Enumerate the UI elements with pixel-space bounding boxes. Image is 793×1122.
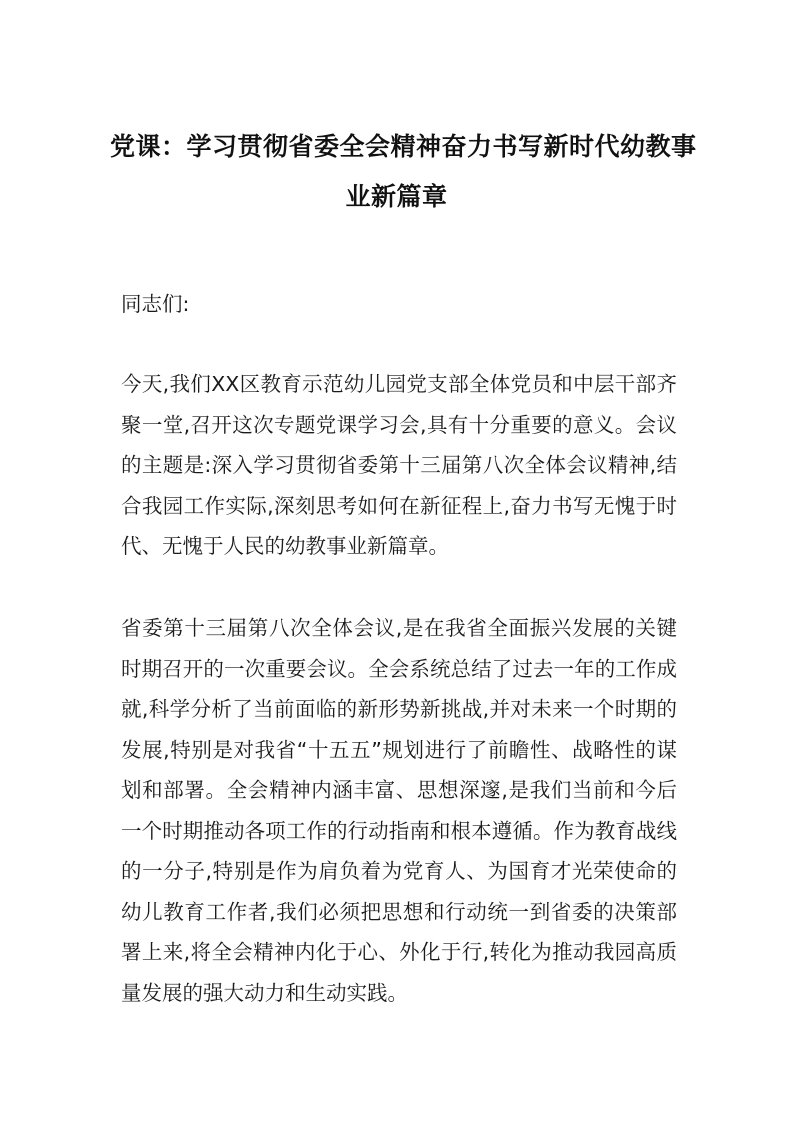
title-line-2: 业新篇章 xyxy=(345,182,448,211)
paragraph-2: 省委第十三届第八次全体会议,是在我省全面振兴发展的关键时期召开的一次重要会议。全会系统总结了过去一年的工作成就,科学分析了当前面临的新形势新挑战,并对未来一个时期的发展,特别是对我省“十五五”规划进行了前瞻性、战略性的谋划和部署。全会精神内涵丰富、思想深邃,是我们当前和今后一个时期推动各项工作的行动指南和根本遵循。作为教育战线的一分子,特别是作为肩负着为党育人、为国育才光荣使命的幼儿教育工作者,我们必须把思想和行动统一到省委的决策部署上来,将全会精神内化于心、外化于行,转化为推动我园高质量发展的强大动力和生动实践。 xyxy=(121,616,677,1005)
salutation: 同志们: xyxy=(121,292,190,316)
document-title xyxy=(110,122,697,222)
title-line-1: 党课：学习贯彻省委全会精神奋力书写新时代幼教事 xyxy=(110,132,697,161)
paragraph-1: 今天,我们XX区教育示范幼儿园党支部全体党员和中层干部齐聚一堂,召开这次专题党课学习会,具有十分重要的意义。会议的主题是:深入学习贯彻省委第十三届第八次全体会议精神,结合我园工作实际,深刻思考如何在新征程上,奋力书写无愧于时代、无愧于人民的幼教事业新篇章。 xyxy=(121,372,677,558)
